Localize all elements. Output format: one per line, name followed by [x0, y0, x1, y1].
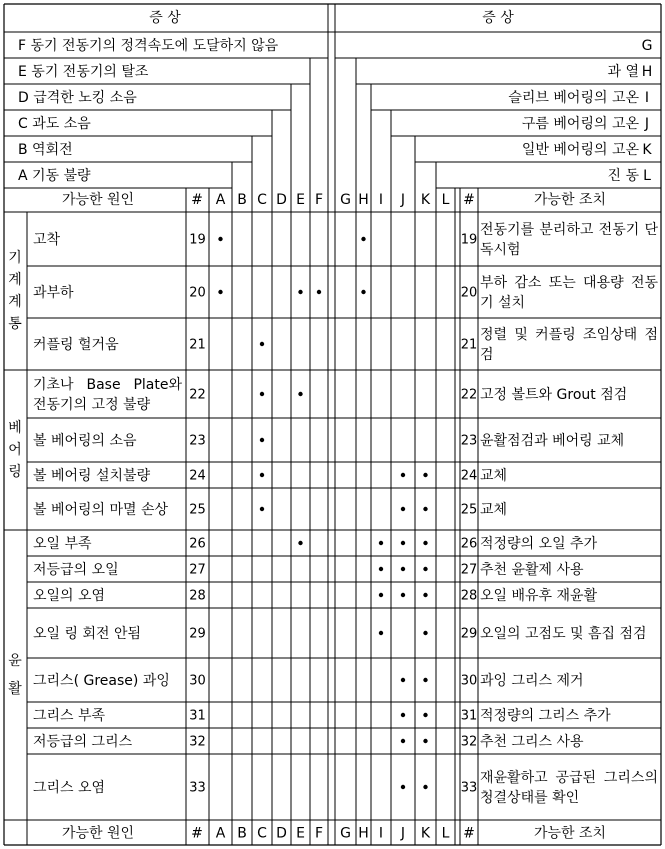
action-cell: 재윤활하고 공급된 그리스의 청결상태를 확인	[480, 769, 658, 806]
action-cell: 부하 감소 또는 대용량 전동기 설치	[480, 274, 658, 311]
mark-dot	[423, 473, 427, 477]
row-num2: 26	[460, 536, 478, 552]
footer-letter-K: K	[420, 825, 431, 842]
symptom-A: A 기동 불량	[18, 168, 91, 184]
header-letter-K: K	[420, 192, 431, 208]
mark-dot	[423, 567, 427, 571]
header-letter-B: B	[237, 192, 247, 208]
header-letter-C: C	[257, 192, 267, 208]
action-cell: 전동기를 분리하고 전동기 단독시험	[480, 221, 658, 258]
symptom-B: B 역회전	[18, 142, 73, 158]
mark-dot	[317, 290, 321, 294]
row-num2: 25	[460, 502, 478, 518]
symptom-E: E 동기 전동기의 탈조	[18, 64, 149, 80]
mark-dot	[298, 392, 302, 396]
mark-dot	[260, 342, 264, 346]
mark-dot	[423, 593, 427, 597]
row-num2: 32	[460, 734, 478, 750]
row-num: 19	[189, 232, 206, 248]
footer-letter-B: B	[237, 825, 247, 842]
footer-letter-D: D	[276, 825, 287, 842]
footer-letter-C: C	[257, 825, 267, 842]
mark-dot	[401, 507, 405, 511]
mark-dot	[298, 541, 302, 545]
action-cell: 추천 그리스 사용	[480, 733, 584, 750]
row-num: 31	[189, 708, 206, 724]
cause-cell: 기초나 Base Plate와 전동기의 고정 불량	[33, 376, 182, 413]
mark-dot	[401, 785, 405, 789]
header-letter-E: E	[296, 192, 305, 208]
cause-cell: 저등급의 오일	[33, 561, 119, 578]
row-num: 24	[189, 468, 206, 484]
mark-dot	[401, 567, 405, 571]
header-cause: 가능한 원인	[61, 192, 135, 208]
row-num: 26	[189, 536, 206, 552]
action-cell: 오일의 고점도 및 흠집 점검	[480, 625, 647, 642]
mark-dot	[379, 593, 383, 597]
row-num: 27	[189, 562, 206, 578]
symptom-letter-L: L	[643, 168, 651, 184]
symptom-label-H: 과 열	[607, 64, 639, 80]
row-num2: 31	[460, 708, 478, 724]
row-num: 23	[189, 433, 206, 449]
action-cell: 교체	[480, 467, 508, 484]
footer-letter-I: I	[378, 825, 384, 842]
footer-num: #	[191, 825, 203, 842]
symptom-letter-K: K	[642, 142, 652, 158]
action-cell: 추천 윤활제 사용	[480, 561, 584, 578]
cause-cell: 그리스( Grease) 과잉	[33, 672, 170, 689]
mark-dot	[260, 392, 264, 396]
group-label-0-char: 통	[8, 316, 22, 332]
row-num: 22	[189, 387, 206, 403]
header-letter-D: D	[276, 192, 287, 208]
mark-dot	[218, 237, 222, 241]
footer-letter-F: F	[314, 825, 324, 842]
mark-dot	[298, 290, 302, 294]
header-letter-L: L	[441, 192, 450, 208]
symptom-C: C 과도 소음	[18, 116, 91, 132]
mark-dot	[423, 739, 427, 743]
row-num: 32	[189, 734, 206, 750]
row-num: 28	[189, 588, 206, 604]
symptom-D: D 급격한 노킹 소음	[18, 90, 137, 106]
footer-cause: 가능한 원인	[61, 825, 135, 842]
group-label-2-char: 활	[8, 681, 22, 697]
header-letter-A: A	[215, 192, 226, 208]
action-cell: 정렬 및 커플링 조임상태 점검	[480, 326, 658, 363]
row-num: 30	[189, 673, 206, 689]
row-num2: 24	[460, 468, 478, 484]
footer-letter-J: J	[400, 825, 406, 842]
row-num2: 23	[460, 433, 478, 449]
mark-dot	[401, 739, 405, 743]
symptom-letter-G: G	[641, 38, 653, 54]
row-num2: 19	[460, 232, 478, 248]
footer-letter-E: E	[296, 825, 305, 842]
mark-dot	[379, 631, 383, 635]
header-action: 가능한 조치	[533, 192, 607, 208]
symptom-letter-H: H	[641, 64, 653, 80]
row-num: 33	[189, 780, 206, 796]
footer-letter-L: L	[441, 825, 450, 842]
cause-cell: 볼 베어링 설치불량	[33, 467, 151, 484]
symptom-F: F 동기 전동기의 정격속도에 도달하지 않음	[18, 38, 279, 54]
mark-dot	[260, 438, 264, 442]
action-cell: 과잉 그리스 제거	[480, 672, 584, 689]
row-num2: 22	[460, 387, 478, 403]
cause-cell: 오일 부족	[33, 535, 92, 552]
cause-cell: 고착	[33, 231, 61, 248]
row-num: 29	[189, 626, 206, 642]
header-letter-G: G	[340, 192, 351, 208]
cause-cell: 볼 베어링의 마멸 손상	[33, 501, 169, 518]
group-label-0-char: 계	[8, 294, 22, 310]
row-num: 20	[189, 285, 206, 301]
mark-dot	[423, 631, 427, 635]
cause-cell: 오일의 오염	[33, 587, 106, 604]
mark-dot	[260, 473, 264, 477]
group-label-1-char: 링	[8, 464, 22, 480]
row-num2: 29	[460, 626, 478, 642]
footer-letter-A: A	[215, 825, 226, 842]
group-label-1-char: 어	[8, 442, 22, 458]
group-label-1-char: 베	[8, 420, 22, 436]
footer-letter-H: H	[358, 825, 369, 842]
header-letter-J: J	[400, 192, 406, 208]
mark-dot	[401, 593, 405, 597]
footer-num2: #	[463, 825, 475, 842]
header-letter-I: I	[378, 192, 384, 208]
header-letter-F: F	[314, 192, 324, 208]
action-cell: 윤활점검과 베어링 교체	[480, 432, 625, 449]
cause-cell: 저등급의 그리스	[33, 733, 133, 750]
group-label-0-char: 기	[8, 250, 22, 266]
row-num2: 28	[460, 588, 478, 604]
symptom-letter-I: I	[644, 90, 650, 106]
mark-dot	[401, 713, 405, 717]
header-symptom-left: 증 상	[149, 10, 181, 26]
mark-dot	[361, 290, 365, 294]
symptom-label-I: 슬리브 베어링의 고온	[508, 90, 639, 106]
cause-cell: 그리스 부족	[33, 707, 106, 724]
header-num2: #	[463, 192, 475, 208]
row-num2: 27	[460, 562, 478, 578]
mark-dot	[423, 785, 427, 789]
header-letter-H: H	[358, 192, 369, 208]
cause-cell: 과부하	[33, 284, 74, 301]
mark-dot	[423, 507, 427, 511]
cause-cell: 그리스 오염	[33, 779, 106, 796]
mark-dot	[401, 678, 405, 682]
footer-action: 가능한 조치	[533, 825, 607, 842]
symptom-label-K: 일반 베어링의 고온	[521, 142, 639, 158]
action-cell: 적정량의 그리스 추가	[480, 707, 611, 724]
row-num2: 33	[460, 780, 478, 796]
row-num: 21	[189, 337, 206, 353]
mark-dot	[401, 541, 405, 545]
group-label-0-char: 계	[8, 272, 22, 288]
group-label-2-char: 윤	[8, 653, 22, 669]
mark-dot	[379, 567, 383, 571]
header-num: #	[191, 192, 203, 208]
row-num2: 20	[460, 285, 478, 301]
cause-cell: 오일 링 회전 안됨	[33, 625, 142, 642]
row-num2: 30	[460, 673, 478, 689]
header-symptom-right: 증 상	[482, 10, 514, 26]
row-num: 25	[189, 502, 206, 518]
cause-cell: 커플링 헐거움	[33, 336, 119, 353]
action-cell: 고정 볼트와 Grout 점검	[480, 386, 628, 403]
mark-dot	[423, 541, 427, 545]
cause-cell: 볼 베어링의 소음	[33, 432, 137, 449]
mark-dot	[379, 541, 383, 545]
symptom-label-J: 구름 베어링의 고온	[521, 116, 639, 132]
symptom-label-L: 진 동	[607, 168, 639, 184]
symptom-letter-J: J	[644, 116, 650, 132]
mark-dot	[401, 473, 405, 477]
action-cell: 교체	[480, 501, 508, 518]
footer-letter-G: G	[340, 825, 351, 842]
action-cell: 적정량의 오일 추가	[480, 535, 598, 552]
mark-dot	[218, 290, 222, 294]
mark-dot	[423, 713, 427, 717]
mark-dot	[260, 507, 264, 511]
action-cell: 오일 배유후 재윤활	[480, 587, 598, 604]
mark-dot	[361, 237, 365, 241]
row-num2: 21	[460, 337, 478, 353]
mark-dot	[423, 678, 427, 682]
